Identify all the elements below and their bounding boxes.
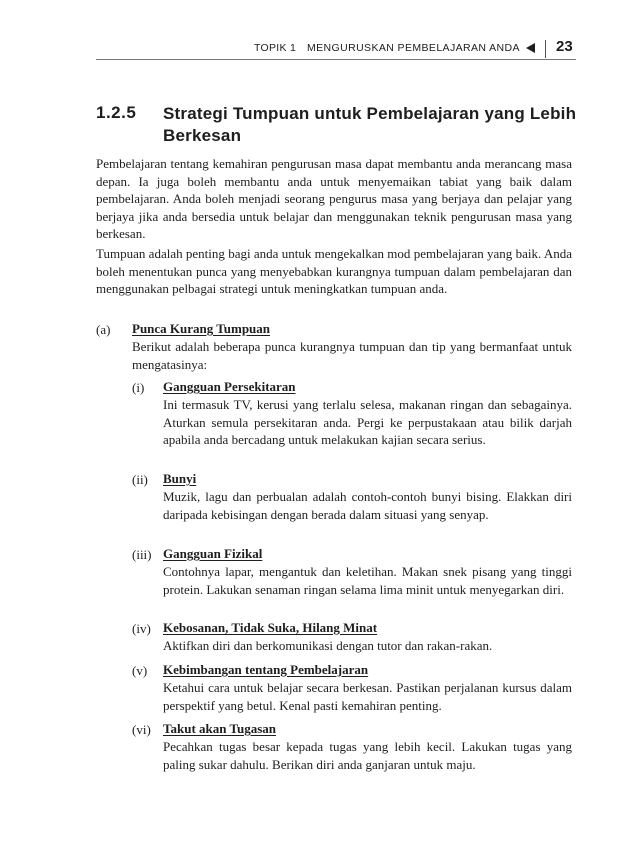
subitem-description: Aktifkan diri dan berkomunikasi dengan tutor dan rakan-rakan. — [163, 638, 493, 653]
subitem-description: Contohnya lapar, mengantuk dan keletihan. Makan snek pisang yang tinggi protein. Lakukan senaman ringan selama lima minit untuk menyegarkan diri. — [163, 564, 572, 597]
page-header — [0, 38, 638, 58]
section-title: Strategi Tumpuan untuk Pembelajaran yang Lebih Berkesan — [163, 104, 577, 145]
header-rule — [96, 59, 576, 60]
subitem-label: (iii) — [132, 547, 152, 562]
header-topic: TOPIK 1 — [254, 42, 297, 54]
item-a-label: (a) — [96, 322, 111, 337]
subitem-label: (iv) — [132, 621, 151, 636]
paragraph-1: Pembelajaran tentang kemahiran pengurusan masa dapat membantu anda merancang masa depan. Ia juga boleh membantu anda untuk menyemaikan tabiat yang baik dalam pembelajaran. Anda boleh menjadi seorang pengurus masa yang berjaya dan pelajar yang berjaya jika anda bersedia untuk belajar dan menggunakan teknik pengurusan masa yang berkesan. — [96, 156, 572, 241]
subitem-heading: Kebimbangan tentang Pembelajaran — [163, 662, 369, 677]
page-number: 23 — [556, 38, 573, 55]
subitem-label: (vi) — [132, 722, 151, 737]
subitem-description: Ini termasuk TV, kerusi yang terlalu selesa, makanan ringan dan sebagainya. Aturkan semula persekitaran anda. Pergi ke perpustakaan atau bilik darjah apabila anda bercadang untuk melakukan kajian secara serius. — [163, 397, 572, 447]
item-a-description: Berikut adalah beberapa punca kurangnya tumpuan dan tip yang bermanfaat untuk mengatasinya: — [132, 339, 572, 372]
item-a-heading: Punca Kurang Tumpuan — [132, 321, 271, 336]
subitem-label: (v) — [132, 663, 148, 678]
header-title: MENGURUSKAN PEMBELAJARAN ANDA — [307, 42, 520, 54]
section-number: 1.2.5 — [96, 103, 137, 122]
subitem-heading: Bunyi — [163, 471, 197, 486]
subitem-heading: Kebosanan, Tidak Suka, Hilang Minat — [163, 620, 378, 635]
subitem-description: Ketahui cara untuk belajar secara berkesan. Pastikan perjalanan kursus dalam perspektif yang betul. Kenal pasti kemahiran penting. — [163, 680, 572, 713]
subitem-label: (ii) — [132, 472, 148, 487]
subitem-heading: Gangguan Fizikal — [163, 546, 263, 561]
triangle-left-icon — [526, 43, 535, 53]
subitem-description: Muzik, lagu dan perbualan adalah contoh-contoh bunyi bising. Elakkan diri daripada kebisingan dengan berada dalam situasi yang senyap. — [163, 489, 572, 522]
paragraph-2: Tumpuan adalah penting bagi anda untuk mengekalkan mod pembelajaran yang baik. Anda boleh menentukan punca yang menyebabkan kurangnya tumpuan dalam pembelajaran dan menggunakan pelbagai strategi untuk meningkatkan tumpuan anda. — [96, 246, 572, 296]
subitem-label: (i) — [132, 380, 145, 395]
subitem-heading: Gangguan Persekitaran — [163, 379, 296, 394]
subitem-description: Pecahkan tugas besar kepada tugas yang lebih kecil. Lakukan tugas yang paling sukar dahulu. Berikan diri anda ganjaran untuk maju. — [163, 739, 572, 772]
subitem-heading: Takut akan Tugasan — [163, 721, 276, 736]
header-divider — [545, 40, 546, 58]
